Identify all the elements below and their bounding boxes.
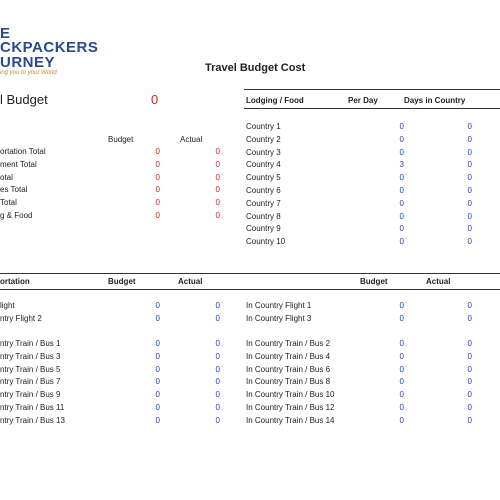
per-day-cell[interactable]: 0	[399, 198, 404, 208]
train-actual-cell[interactable]: 0	[215, 402, 220, 412]
page-title: Travel Budget Cost	[205, 62, 306, 74]
train-label: ntry Train / Bus 1	[0, 339, 61, 348]
summary-actual-cell[interactable]: 0	[215, 185, 220, 195]
train-budget-cell[interactable]: 0	[399, 364, 404, 374]
total-budget-value: 0	[151, 92, 159, 107]
train-label: ntry Train / Bus 5	[0, 364, 61, 374]
transport-actual-header-right: Actual	[426, 277, 451, 286]
summary-row-label: ment Total	[0, 159, 37, 169]
train-label: In Country Train / Bus 4	[246, 351, 331, 361]
summary-actual-column	[206, 146, 220, 223]
train-actual-cell[interactable]: 0	[215, 351, 220, 361]
train-budget-cell[interactable]: 0	[155, 339, 160, 348]
flight-actual-cell[interactable]: 0	[215, 301, 220, 310]
days-cell[interactable]: 0	[467, 147, 472, 157]
train-budget-cell[interactable]: 0	[399, 339, 404, 348]
summary-actual-cell[interactable]: 0	[215, 147, 220, 156]
lodging-per-day-column	[390, 121, 404, 249]
train-budget-cell[interactable]: 0	[399, 402, 404, 412]
total-budget-label: l Budget	[0, 92, 48, 107]
flight-budget-cell[interactable]: 0	[155, 301, 160, 310]
train-actual-cell[interactable]: 0	[215, 364, 220, 374]
summary-row-label: ortation Total	[0, 147, 46, 156]
summary-row-label: otal	[0, 172, 13, 182]
days-cell[interactable]: 0	[467, 134, 472, 144]
per-day-cell[interactable]: 0	[399, 185, 404, 195]
right-flight-actual-column	[458, 300, 472, 326]
train-label: ntry Train / Bus 7	[0, 377, 61, 387]
train-actual-cell[interactable]: 0	[467, 415, 472, 425]
lodging-days-column	[458, 121, 472, 249]
train-actual-cell[interactable]: 0	[215, 339, 220, 348]
train-actual-cell[interactable]: 0	[215, 390, 220, 400]
train-budget-cell[interactable]: 0	[399, 377, 404, 387]
lodging-row-label: Country 8	[246, 211, 281, 221]
left-flight-actual-column	[206, 300, 220, 326]
logo-line-1: E	[0, 25, 11, 42]
days-cell[interactable]: 0	[467, 237, 472, 247]
per-day-cell[interactable]: 0	[399, 237, 404, 247]
per-day-cell[interactable]: 3	[399, 160, 404, 170]
per-day-cell[interactable]: 0	[399, 134, 404, 144]
days-cell[interactable]: 0	[467, 173, 472, 183]
transport-actual-header: Actual	[178, 277, 203, 286]
train-budget-cell[interactable]: 0	[399, 390, 404, 400]
train-label: In Country Train / Bus 2	[246, 339, 331, 348]
train-label: In Country Train / Bus 8	[246, 377, 331, 387]
logo-tagline: ing you to your World	[0, 70, 57, 76]
days-cell[interactable]: 0	[467, 122, 472, 131]
summary-budget-cell[interactable]: 0	[155, 172, 160, 182]
lodging-labels	[246, 121, 285, 249]
lodging-row-label: Country 5	[246, 173, 281, 183]
lodging-row-label: Country 7	[246, 198, 281, 208]
train-budget-cell[interactable]: 0	[155, 351, 160, 361]
transport-header: ortation	[0, 277, 30, 286]
days-cell[interactable]: 0	[467, 198, 472, 208]
flight-actual-cell[interactable]: 0	[467, 301, 472, 310]
train-budget-cell[interactable]: 0	[155, 377, 160, 387]
summary-budget-cell[interactable]: 0	[155, 147, 160, 156]
days-cell[interactable]: 0	[467, 185, 472, 195]
left-train-budget-column	[146, 338, 160, 428]
lodging-row-label: Country 6	[246, 185, 281, 195]
lodging-row-label: Country 2	[246, 134, 281, 144]
logo-line-3: URNEY	[0, 54, 56, 71]
per-day-header: Per Day	[348, 96, 378, 105]
train-actual-cell[interactable]: 0	[467, 390, 472, 400]
summary-actual-header: Actual	[180, 135, 203, 144]
transport-budget-header-right: Budget	[360, 277, 388, 286]
summary-budget-header: Budget	[108, 135, 134, 144]
train-label: In Country Train / Bus 6	[246, 364, 331, 374]
flight-budget-cell[interactable]: 0	[399, 301, 404, 310]
right-train-budget-column	[390, 338, 404, 428]
days-cell[interactable]: 0	[467, 224, 472, 234]
right-train-labels	[246, 338, 335, 428]
logo-line-2: CKPACKERS	[0, 39, 99, 56]
summary-row-label: es Total	[0, 185, 28, 195]
train-label: ntry Train / Bus 13	[0, 415, 65, 425]
right-flight-budget-column	[390, 300, 404, 326]
train-label: ntry Train / Bus 3	[0, 351, 61, 361]
left-flight-budget-column	[146, 300, 160, 326]
summary-actual-cell[interactable]: 0	[215, 198, 220, 208]
lodging-header-rule	[244, 108, 500, 109]
left-train-labels	[0, 338, 65, 428]
train-label: ntry Train / Bus 9	[0, 390, 61, 400]
train-label: ntry Train / Bus 11	[0, 402, 65, 412]
lodging-row-label: Country 9	[246, 224, 281, 234]
train-budget-cell[interactable]: 0	[155, 402, 160, 412]
train-actual-cell[interactable]: 0	[215, 377, 220, 387]
summary-actual-cell[interactable]: 0	[215, 159, 220, 169]
per-day-cell[interactable]: 0	[399, 147, 404, 157]
left-train-actual-column	[206, 338, 220, 428]
summary-budget-column	[146, 146, 160, 223]
train-actual-cell[interactable]: 0	[215, 415, 220, 425]
lodging-row-label: Country 10	[246, 237, 286, 247]
transport-top-rule	[0, 273, 500, 274]
days-cell[interactable]: 0	[467, 160, 472, 170]
summary-actual-cell[interactable]: 0	[215, 172, 220, 182]
train-actual-cell[interactable]: 0	[467, 377, 472, 387]
flight-label: In Country Flight 1	[246, 301, 312, 310]
right-flight-labels	[246, 300, 311, 326]
lodging-row-label: Country 3	[246, 147, 281, 157]
left-flight-labels	[0, 300, 42, 326]
train-label: In Country Train / Bus 14	[246, 415, 335, 425]
summary-actual-cell[interactable]: 0	[215, 210, 220, 220]
flight-label: ntry Flight 2	[0, 313, 42, 323]
summary-row-label: Total	[0, 198, 17, 208]
flight-actual-cell[interactable]: 0	[215, 313, 220, 323]
per-day-cell[interactable]: 0	[399, 224, 404, 234]
right-train-actual-column	[458, 338, 472, 428]
per-day-cell[interactable]: 0	[399, 211, 404, 221]
flight-actual-cell[interactable]: 0	[467, 313, 472, 323]
train-budget-cell[interactable]: 0	[155, 364, 160, 374]
lodging-header: Lodging / Food	[246, 96, 304, 105]
lodging-row-label: Country 1	[246, 122, 281, 131]
days-cell[interactable]: 0	[467, 211, 472, 221]
train-actual-cell[interactable]: 0	[467, 351, 472, 361]
summary-budget-cell[interactable]: 0	[155, 198, 160, 208]
summary-labels	[0, 146, 46, 223]
flight-label: light	[0, 301, 15, 310]
train-actual-cell[interactable]: 0	[467, 402, 472, 412]
summary-budget-cell[interactable]: 0	[155, 185, 160, 195]
days-in-country-header: Days in Country	[404, 96, 466, 105]
transport-header-rule	[0, 289, 500, 290]
train-actual-cell[interactable]: 0	[467, 339, 472, 348]
train-budget-cell[interactable]: 0	[155, 390, 160, 400]
per-day-cell[interactable]: 0	[399, 122, 404, 131]
lodging-row-label: Country 4	[246, 160, 281, 170]
train-label: In Country Train / Bus 10	[246, 390, 335, 400]
lodging-top-rule	[244, 89, 500, 90]
train-budget-cell[interactable]: 0	[155, 415, 160, 425]
flight-budget-cell[interactable]: 0	[399, 313, 404, 323]
train-label: In Country Train / Bus 12	[246, 402, 335, 412]
summary-budget-cell[interactable]: 0	[155, 159, 160, 169]
transport-budget-header: Budget	[108, 277, 136, 286]
train-budget-cell[interactable]: 0	[399, 415, 404, 425]
train-actual-cell[interactable]: 0	[467, 364, 472, 374]
per-day-cell[interactable]: 0	[399, 173, 404, 183]
summary-row-label: g & Food	[0, 210, 33, 220]
train-budget-cell[interactable]: 0	[399, 351, 404, 361]
flight-budget-cell[interactable]: 0	[155, 313, 160, 323]
summary-budget-cell[interactable]: 0	[155, 210, 160, 220]
flight-label: In Country Flight 3	[246, 313, 312, 323]
